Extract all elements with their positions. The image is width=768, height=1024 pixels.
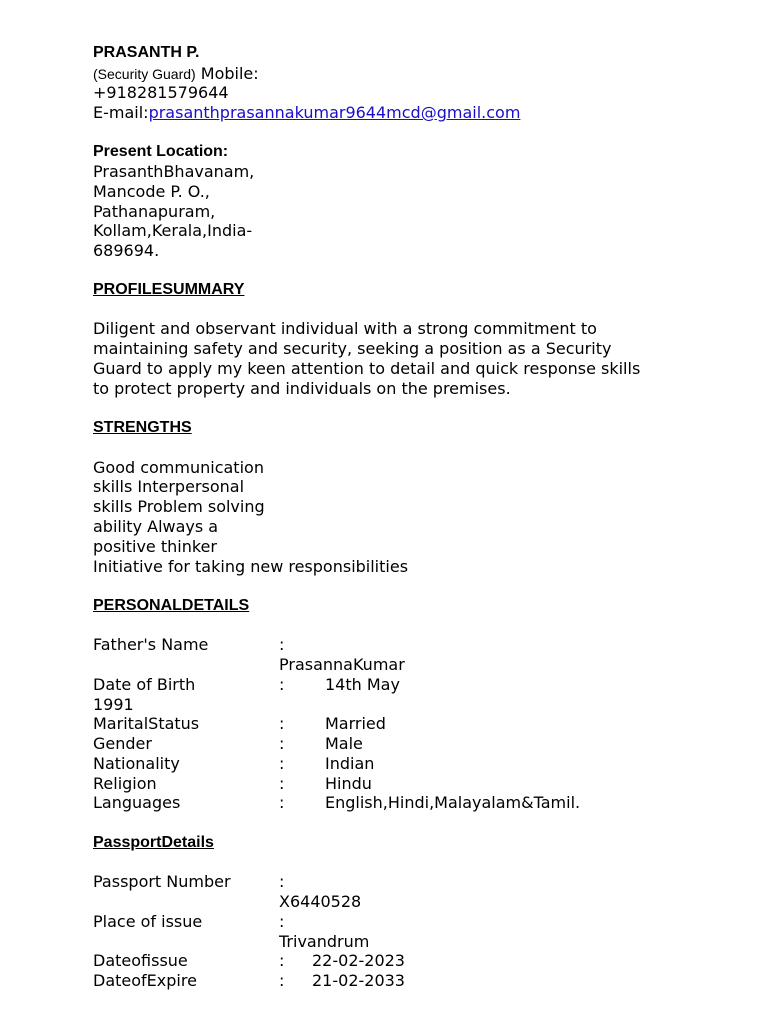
place-of-issue-value: Trivandrum xyxy=(279,932,370,951)
colon: : xyxy=(279,912,285,931)
strength-line: positive thinker xyxy=(93,537,217,556)
profile-heading: PROFILESUMMARY xyxy=(93,281,245,298)
profile-line: maintaining safety and security, seeking a position as a Security xyxy=(93,339,612,358)
email-label: E-mail: xyxy=(93,103,149,122)
father-value: PrasannaKumar xyxy=(279,655,405,674)
colon: : xyxy=(279,774,285,793)
nationality-value: Indian xyxy=(325,754,375,773)
languages-value: English,Hindi,Malayalam&Tamil. xyxy=(325,793,581,812)
profile-line: to protect property and individuals on the premises. xyxy=(93,379,511,398)
strength-line: skills Interpersonal xyxy=(93,477,245,496)
nationality-label: Nationality xyxy=(93,754,180,773)
location-heading: Present Location: xyxy=(93,143,229,160)
email-link[interactable]: prasanthprasannakumar9644mcd@gmail.com xyxy=(148,103,521,122)
date-of-issue-label: Dateofissue xyxy=(93,951,188,970)
email-line xyxy=(93,103,520,123)
location-line: PrasanthBhavanam, xyxy=(93,162,255,181)
colon: : xyxy=(279,675,285,694)
religion-value: Hindu xyxy=(325,774,372,793)
location-line: 689694. xyxy=(93,241,160,260)
place-of-issue-label: Place of issue xyxy=(93,912,203,931)
marital-value: Married xyxy=(325,714,386,733)
strength-line: Good communication xyxy=(93,458,264,477)
location-line: Mancode P. O., xyxy=(93,182,210,201)
location-line: Pathanapuram, xyxy=(93,202,216,221)
profile-line: Guard to apply my keen attention to detail and quick response skills xyxy=(93,359,641,378)
profile-line: Diligent and observant individual with a strong commitment to xyxy=(93,319,597,338)
marital-label: MaritalStatus xyxy=(93,714,200,733)
colon: : xyxy=(279,971,285,990)
colon: : xyxy=(279,714,285,733)
mobile-label: Mobile: xyxy=(195,64,259,83)
dob-value: 14th May xyxy=(325,675,400,694)
role-mobile-line xyxy=(93,64,259,84)
strength-line: Initiative for taking new responsibilities xyxy=(93,557,409,576)
gender-label: Gender xyxy=(93,734,152,753)
father-label: Father's Name xyxy=(93,635,209,654)
dob-label: Date of Birth xyxy=(93,675,196,694)
role-text: (Security Guard) xyxy=(93,66,196,82)
location-line: Kollam,Kerala,India- xyxy=(93,221,253,240)
date-of-expire-value: 21-02-2033 xyxy=(312,971,405,990)
personal-heading: PERSONALDETAILS xyxy=(93,597,250,614)
colon: : xyxy=(279,951,285,970)
colon: : xyxy=(279,754,285,773)
languages-label: Languages xyxy=(93,793,181,812)
date-of-expire-label: DateofExpire xyxy=(93,971,197,990)
strength-line: skills Problem solving xyxy=(93,497,265,516)
colon: : xyxy=(279,734,285,753)
strength-line: ability Always a xyxy=(93,517,219,536)
dob-year: 1991 xyxy=(93,695,134,714)
colon: : xyxy=(279,793,285,812)
candidate-name: PRASANTH P. xyxy=(93,44,200,61)
passport-heading: PassportDetails xyxy=(93,834,214,851)
strengths-heading: STRENGTHS xyxy=(93,419,192,436)
date-of-issue-value: 22-02-2023 xyxy=(312,951,405,970)
phone-number: +918281579644 xyxy=(93,83,229,102)
colon: : xyxy=(279,872,285,891)
religion-label: Religion xyxy=(93,774,157,793)
passport-number-value: X6440528 xyxy=(279,892,362,911)
gender-value: Male xyxy=(325,734,363,753)
passport-number-label: Passport Number xyxy=(93,872,231,891)
colon: : xyxy=(279,635,285,654)
